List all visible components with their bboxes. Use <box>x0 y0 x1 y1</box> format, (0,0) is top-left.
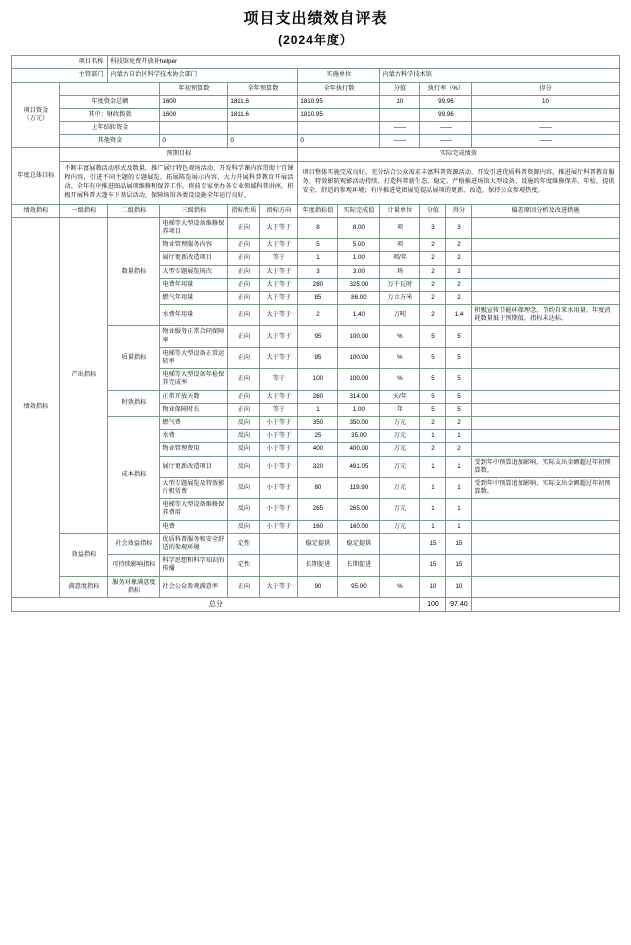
indicator-unit: 万立方米 <box>380 291 420 304</box>
indicator-unit: 项 <box>380 239 420 252</box>
indicator-level3: 水费年用量 <box>160 305 228 326</box>
indicator-note <box>472 217 619 238</box>
funds-name: 上年结转资金 <box>60 122 160 135</box>
col-得分: 得分 <box>446 204 472 217</box>
indicator-got: 5 <box>446 326 472 347</box>
indicator-score: 2 <box>420 305 446 326</box>
indicator-direction: 等于 <box>260 403 298 416</box>
indicator-nature: 正向 <box>228 390 260 403</box>
indicator-target-value: 5 <box>298 239 338 252</box>
indicator-nature: 反向 <box>228 499 260 520</box>
indicator-note <box>472 520 619 533</box>
funds-col-执行率: 执行率（%） <box>420 82 472 95</box>
col-实际完成值: 实际完成值 <box>338 204 380 217</box>
goals-expect-text: 不断丰富展教活动形式及数量，推广展厅特色观场活动、开发科学课内容贯彻十宜课程内容，引进不同主题的专题展览、拓展陈览展示内容、大力开展科普教育开展活动、全年有序推进图品展项维修和保养工作，将前专家单办各专业领域科普讲座，积极开展科普大篷车下基层活动，保障场馆各类设设施全年运行良好。 <box>60 161 298 204</box>
dept-label: 主管部门 <box>12 69 108 82</box>
indicator-direction: 等于 <box>260 369 298 390</box>
row-funds-carryover <box>12 122 619 135</box>
indicator-target-value: 160 <box>298 520 338 533</box>
indicator-direction: 大于等于 <box>260 217 298 238</box>
row-funds-fiscal <box>12 108 619 121</box>
indicator-score: 3 <box>420 217 446 238</box>
indicator-level3: 科学思想和科学知识的传播 <box>160 555 228 576</box>
indicator-actual-value: 491.05 <box>338 456 380 477</box>
funds-score-got: 10 <box>472 95 619 108</box>
indicator-target-value: 350 <box>298 416 338 429</box>
indicator-got: 5 <box>446 369 472 390</box>
indicator-nature: 定性 <box>228 533 260 554</box>
indicator-level3: 优质科普服务和安全舒适的参观环境 <box>160 533 228 554</box>
indicator-level3: 燃气年用量 <box>160 291 228 304</box>
indicator-direction <box>260 533 298 554</box>
col-偏差原因: 偏差原因分析及改进措施 <box>472 204 619 217</box>
indicator-actual-value: 314.00 <box>338 390 380 403</box>
indicator-actual-value: 3.00 <box>338 265 380 278</box>
indicator-direction: 小于等于 <box>260 456 298 477</box>
indicator-note <box>472 265 619 278</box>
indicator-target-value: 95 <box>298 326 338 347</box>
funds-exec-year: 1810.95 <box>298 95 380 108</box>
goals-actual-text: 项目整体实施完成良好。充分结合公众需求丰富科普资源活动，开发引进优质科普资源内容，推进展厅科普教育服务、特效影院观影活动持续、打造科普新生态、稳定、严格推进场馆大型设备、设施的年度维修保养，年检，提供安全、舒适的参观环境；有序推进党团展览提品展项的更新、改造，保持公众参观热度。 <box>298 161 619 204</box>
indicator-target-value: 1 <box>298 252 338 265</box>
indicator-row <box>12 576 619 597</box>
indicator-direction: 小于等于 <box>260 443 298 456</box>
indicator-level2: 质量指标 <box>108 326 160 390</box>
indicator-unit: 万元 <box>380 443 420 456</box>
indicator-note <box>472 347 619 368</box>
indicator-got: 15 <box>446 555 472 576</box>
indicator-score: 1 <box>420 520 446 533</box>
indicator-level2: 数量指标 <box>108 217 160 326</box>
col-年度指标值: 年度指标值 <box>298 204 338 217</box>
funds-budget-year: 1811.6 <box>228 108 298 121</box>
indicator-got: 5 <box>446 403 472 416</box>
indicator-direction: 大于等于 <box>260 291 298 304</box>
col-绩效指标: 绩效指标 <box>12 204 60 217</box>
indicator-note <box>472 533 619 554</box>
indicator-note <box>472 239 619 252</box>
indicator-unit: 万元 <box>380 456 420 477</box>
col-三级指标: 三级指标 <box>160 204 228 217</box>
indicator-level3: 物业服务正常合同保障率 <box>160 326 228 347</box>
row-funds-total <box>12 95 619 108</box>
indicator-unit: % <box>380 347 420 368</box>
indicator-actual-value: 265.00 <box>338 499 380 520</box>
indicator-got: 1 <box>446 456 472 477</box>
indicator-nature: 反向 <box>228 520 260 533</box>
row-funds-header <box>12 82 619 95</box>
indicator-actual-value: 119.90 <box>338 477 380 498</box>
indicator-level2: 服务对象满意度指标 <box>108 576 160 597</box>
funds-name: 年度资金总额 <box>60 95 160 108</box>
funds-exec-rate: 99.96 <box>420 108 472 121</box>
indicator-level3: 电梯等大型设备维修保养费用 <box>160 499 228 520</box>
indicator-rows <box>12 217 619 597</box>
indicator-unit: 万元 <box>380 416 420 429</box>
indicator-actual-value: 100.00 <box>338 326 380 347</box>
indicator-direction: 小于等于 <box>260 477 298 498</box>
indicator-target-value: 95 <box>298 347 338 368</box>
funds-name: 其他资金 <box>60 135 160 148</box>
col-指标性质: 指标性质 <box>228 204 260 217</box>
indicator-score: 5 <box>420 347 446 368</box>
indicator-nature: 正向 <box>228 265 260 278</box>
impl-value: 内蒙古科学技术馆 <box>380 69 619 82</box>
indicator-actual-value: 160.00 <box>338 520 380 533</box>
row-total <box>12 597 619 611</box>
performance-table <box>11 55 619 612</box>
indicator-actual-value: 5.00 <box>338 239 380 252</box>
indicator-got: 1 <box>446 520 472 533</box>
indicator-level3: 物业管理费用 <box>160 443 228 456</box>
indicator-level1: 效益指标 <box>60 533 108 576</box>
indicator-got: 2 <box>446 278 472 291</box>
indicator-actual-value: 1.40 <box>338 305 380 326</box>
indicator-direction: 小于等于 <box>260 520 298 533</box>
indicator-nature: 正向 <box>228 217 260 238</box>
indicator-nature: 定性 <box>228 555 260 576</box>
indicator-level3: 大型专题展览场次 <box>160 265 228 278</box>
indicator-score: 5 <box>420 326 446 347</box>
title-main: 项目支出绩效自评表 <box>243 10 388 27</box>
indicator-side-label: 绩效指标 <box>12 217 60 597</box>
indicator-actual-value: 86.00 <box>338 291 380 304</box>
indicator-level3: 电梯等大型设备正常运转率 <box>160 347 228 368</box>
funds-score-got <box>472 108 619 121</box>
indicator-unit: 万元 <box>380 520 420 533</box>
indicator-nature: 反向 <box>228 443 260 456</box>
indicator-actual-value: 100.00 <box>338 369 380 390</box>
indicator-direction: 大于等于 <box>260 278 298 291</box>
indicator-target-value: 280 <box>298 278 338 291</box>
indicator-nature: 反向 <box>228 430 260 443</box>
indicator-score: 2 <box>420 239 446 252</box>
indicator-nature: 反向 <box>228 416 260 429</box>
funds-budget-year <box>228 122 298 135</box>
funds-score-value: —— <box>380 122 420 135</box>
indicator-actual-value: 400.00 <box>338 443 380 456</box>
indicator-level3: 展厅更新改造项目 <box>160 252 228 265</box>
indicator-level3: 正常开放天数 <box>160 390 228 403</box>
indicator-level3: 展厅更新改造项目 <box>160 456 228 477</box>
indicator-got: 5 <box>446 390 472 403</box>
indicator-unit: % <box>380 576 420 597</box>
indicator-score: 15 <box>420 533 446 554</box>
indicator-direction: 大于等于 <box>260 390 298 403</box>
indicator-row <box>12 217 619 238</box>
indicator-target-value: 320 <box>298 456 338 477</box>
funds-col-得分: 得分 <box>472 82 619 95</box>
indicator-target-value: 3 <box>298 265 338 278</box>
goals-row-label: 年度总体目标 <box>12 148 60 204</box>
indicator-got: 1 <box>446 430 472 443</box>
indicator-got: 15 <box>446 533 472 554</box>
funds-exec-rate: —— <box>420 122 472 135</box>
indicator-unit: 场 <box>380 265 420 278</box>
dept-value: 内蒙古自治区科学技术协会部门 <box>108 69 298 82</box>
funds-budget-initial <box>160 122 228 135</box>
funds-budget-initial: 1600 <box>160 108 228 121</box>
indicator-score: 2 <box>420 416 446 429</box>
indicator-target-value: 260 <box>298 390 338 403</box>
col-计量单位: 计量单位 <box>380 204 420 217</box>
indicator-direction: 等于 <box>260 252 298 265</box>
indicator-got: 2 <box>446 252 472 265</box>
goals-expect-label: 预期目标 <box>60 148 298 161</box>
indicator-target-value: 80 <box>298 477 338 498</box>
indicator-actual-value: 35.00 <box>338 430 380 443</box>
indicator-level3: 燃气费 <box>160 416 228 429</box>
indicator-score: 2 <box>420 278 446 291</box>
indicator-direction <box>260 555 298 576</box>
indicator-score: 15 <box>420 555 446 576</box>
indicator-target-value: 25 <box>298 430 338 443</box>
indicator-score: 5 <box>420 369 446 390</box>
indicator-actual-value: 325.00 <box>338 278 380 291</box>
indicator-note: 受到年中预算追加影响，实际支出金额超过年初预算数。 <box>472 477 619 498</box>
indicator-direction: 大于等于 <box>260 265 298 278</box>
indicator-target-value: 长期促进 <box>298 555 338 576</box>
indicator-got: 1.4 <box>446 305 472 326</box>
indicator-direction: 小于等于 <box>260 430 298 443</box>
indicator-nature: 正向 <box>228 347 260 368</box>
indicator-actual-value: 95.00 <box>338 576 380 597</box>
funds-col-全年执行: 全年执行数 <box>298 82 380 95</box>
indicator-unit: % <box>380 369 420 390</box>
indicator-score: 5 <box>420 403 446 416</box>
indicator-got: 2 <box>446 416 472 429</box>
indicator-score: 1 <box>420 456 446 477</box>
indicator-direction: 大于等于 <box>260 326 298 347</box>
indicator-score: 2 <box>420 443 446 456</box>
indicator-direction: 大于等于 <box>260 347 298 368</box>
indicator-level3: 水费 <box>160 430 228 443</box>
indicator-note <box>472 291 619 304</box>
funds-blank-cell <box>60 82 160 95</box>
indicator-note <box>472 369 619 390</box>
indicator-level3: 物业管理服务内容 <box>160 239 228 252</box>
indicator-level3: 电梯等大型设备年检保养完成率 <box>160 369 228 390</box>
col-分值: 分值 <box>420 204 446 217</box>
indicator-level2: 时效指标 <box>108 390 160 416</box>
indicator-row <box>12 533 619 554</box>
indicator-target-value: 90 <box>298 576 338 597</box>
indicator-actual-value: 100.00 <box>338 347 380 368</box>
row-indicator-header <box>12 204 619 217</box>
row-project-name <box>12 56 619 69</box>
indicator-nature: 正向 <box>228 305 260 326</box>
total-score: 100 <box>420 597 446 611</box>
funds-score-value <box>380 108 420 121</box>
indicator-nature: 正向 <box>228 252 260 265</box>
indicator-score: 1 <box>420 499 446 520</box>
indicator-unit: 万元 <box>380 477 420 498</box>
indicator-nature: 正向 <box>228 291 260 304</box>
indicator-score: 10 <box>420 576 446 597</box>
indicator-level2: 成本指标 <box>108 416 160 533</box>
indicator-level2: 社会效益指标 <box>108 533 160 554</box>
indicator-unit <box>380 533 420 554</box>
indicator-actual-value: 8.00 <box>338 217 380 238</box>
indicator-level3: 电梯等大型设备维修保养项目 <box>160 217 228 238</box>
indicator-note <box>472 416 619 429</box>
indicator-nature: 反向 <box>228 477 260 498</box>
indicator-level1: 产出指标 <box>60 217 108 533</box>
funds-name: 其中：财政拨款 <box>60 108 160 121</box>
indicator-target-value: 稳定提供 <box>298 533 338 554</box>
funds-score-got: —— <box>472 122 619 135</box>
funds-budget-initial: 1600 <box>160 95 228 108</box>
indicator-note <box>472 499 619 520</box>
indicator-unit: 万千瓦时 <box>380 278 420 291</box>
indicator-note <box>472 326 619 347</box>
row-departments <box>12 69 619 82</box>
indicator-nature: 正向 <box>228 326 260 347</box>
funds-exec-year: 1810.95 <box>298 108 380 121</box>
indicator-nature: 正向 <box>228 278 260 291</box>
indicator-note <box>472 576 619 597</box>
indicator-level3: 物业保障时长 <box>160 403 228 416</box>
indicator-actual-value: 稳定提供 <box>338 533 380 554</box>
indicator-target-value: 265 <box>298 499 338 520</box>
impl-label: 实施单位 <box>298 69 380 82</box>
indicator-note <box>472 390 619 403</box>
indicator-nature: 正向 <box>228 369 260 390</box>
indicator-nature: 反向 <box>228 456 260 477</box>
indicator-actual-value: 350.00 <box>338 416 380 429</box>
col-二级指标: 二级指标 <box>108 204 160 217</box>
indicator-got: 2 <box>446 265 472 278</box>
indicator-target-value: 2 <box>298 305 338 326</box>
funds-col-初预算: 年初预算数 <box>160 82 228 95</box>
indicator-note <box>472 252 619 265</box>
indicator-got: 1 <box>446 499 472 520</box>
project-name-label: 项目名称 <box>12 56 108 69</box>
row-goals-header <box>12 148 619 161</box>
indicator-got: 2 <box>446 239 472 252</box>
col-一级指标: 一级指标 <box>60 204 108 217</box>
row-goals-body <box>12 161 619 204</box>
funds-score-value: —— <box>380 135 420 148</box>
goals-actual-label: 实际完成绩效 <box>298 148 619 161</box>
funds-exec-year <box>298 122 380 135</box>
indicator-note <box>472 555 619 576</box>
indicator-level3: 社会公众参观满意率 <box>160 576 228 597</box>
indicator-level2: 可持续影响指标 <box>108 555 160 576</box>
indicator-actual-value: 1.00 <box>338 403 380 416</box>
indicator-got: 3 <box>446 217 472 238</box>
indicator-note <box>472 278 619 291</box>
indicator-score: 2 <box>420 291 446 304</box>
indicator-note <box>472 430 619 443</box>
col-指标方向: 指标方向 <box>260 204 298 217</box>
project-name-value: 科技馆免费开放补helper <box>108 56 619 69</box>
indicator-unit: 万元 <box>380 430 420 443</box>
indicator-got: 5 <box>446 347 472 368</box>
indicator-target-value: 1 <box>298 403 338 416</box>
funds-exec-rate: —— <box>420 135 472 148</box>
indicator-nature: 正向 <box>228 239 260 252</box>
indicator-level3: 大型专题展览及特效影片租赁费 <box>160 477 228 498</box>
indicator-target-value: 8 <box>298 217 338 238</box>
indicator-unit: % <box>380 326 420 347</box>
indicator-got: 10 <box>446 576 472 597</box>
indicator-unit: 项 <box>380 217 420 238</box>
indicator-level3: 电费年用量 <box>160 278 228 291</box>
total-got: 97.40 <box>446 597 472 611</box>
indicator-actual-value: 1.00 <box>338 252 380 265</box>
funds-budget-year: 0 <box>228 135 298 148</box>
indicator-direction: 大于等于 <box>260 305 298 326</box>
indicator-unit: 天/年 <box>380 390 420 403</box>
indicator-direction: 小于等于 <box>260 416 298 429</box>
indicator-note: 受到年中预算追加影响，实际支出金额超过年初预算数。 <box>472 456 619 477</box>
funds-exec-rate: 99.96 <box>420 95 472 108</box>
indicator-nature: 正向 <box>228 576 260 597</box>
indicator-score: 2 <box>420 252 446 265</box>
indicator-level3: 电费 <box>160 520 228 533</box>
indicator-got: 2 <box>446 291 472 304</box>
indicator-note: 积极宣传节能环保理念，节约自来水用量、年度消耗数量低于预期值，指标未达标。 <box>472 305 619 326</box>
indicator-target-value: 85 <box>298 291 338 304</box>
funds-col-全年预算: 全年预算数 <box>228 82 298 95</box>
indicator-target-value: 400 <box>298 443 338 456</box>
indicator-direction: 大于等于 <box>260 576 298 597</box>
funds-exec-year: 0 <box>298 135 380 148</box>
indicator-direction: 小于等于 <box>260 499 298 520</box>
indicator-target-value: 100 <box>298 369 338 390</box>
indicator-unit: 万吨 <box>380 305 420 326</box>
total-note <box>472 597 619 611</box>
funds-budget-year: 1811.6 <box>228 95 298 108</box>
indicator-score: 2 <box>420 265 446 278</box>
indicator-direction: 大于等于 <box>260 239 298 252</box>
indicator-got: 1 <box>446 477 472 498</box>
funds-col-分值: 分值 <box>380 82 420 95</box>
indicator-unit <box>380 555 420 576</box>
title-subtitle: (2024年度） <box>278 32 353 47</box>
indicator-actual-value: 长期促进 <box>338 555 380 576</box>
funds-score-got: —— <box>472 135 619 148</box>
row-funds-other <box>12 135 619 148</box>
indicator-nature: 正向 <box>228 403 260 416</box>
indicator-unit: 年 <box>380 403 420 416</box>
indicator-score: 1 <box>420 430 446 443</box>
funds-score-value: 10 <box>380 95 420 108</box>
funds-row-label: 项目资金 （万元） <box>12 82 60 148</box>
indicator-unit: 万元 <box>380 499 420 520</box>
indicator-score: 1 <box>420 477 446 498</box>
indicator-note <box>472 403 619 416</box>
funds-budget-initial: 0 <box>160 135 228 148</box>
page-title <box>0 0 631 49</box>
indicator-level1: 满意度指标 <box>60 576 108 597</box>
indicator-score: 5 <box>420 390 446 403</box>
total-label: 总分 <box>12 597 420 611</box>
indicator-got: 2 <box>446 443 472 456</box>
indicator-note <box>472 443 619 456</box>
indicator-unit: 项/年 <box>380 252 420 265</box>
